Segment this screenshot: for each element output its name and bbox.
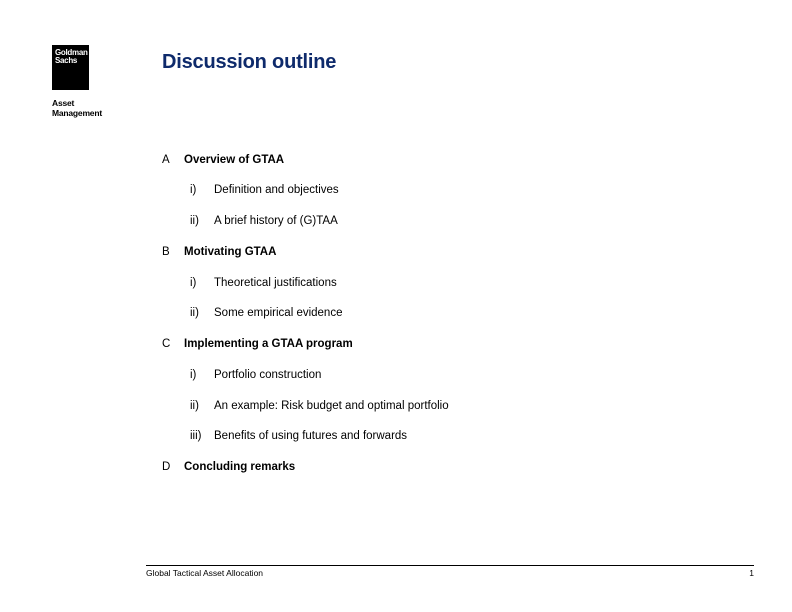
item-number: i): [190, 277, 197, 289]
footer-divider: [146, 565, 754, 566]
section-label: Concluding remarks: [184, 461, 296, 473]
item-text: Benefits of using futures and forwards: [214, 430, 408, 442]
section-letter: B: [162, 246, 170, 258]
section-letter: A: [162, 154, 170, 166]
item-text: Theoretical justifications: [214, 277, 337, 289]
item-text: Some empirical evidence: [214, 307, 343, 319]
section-label: Implementing a GTAA program: [184, 338, 353, 350]
logo-sub-asset: Asset: [52, 98, 75, 108]
item-number: ii): [190, 307, 199, 319]
logo-line-sachs: Sachs: [55, 56, 78, 65]
section-letter: D: [162, 461, 171, 473]
item-number: ii): [190, 215, 199, 227]
page-title: Discussion outline: [162, 51, 337, 73]
asset-management-label: [52, 98, 102, 118]
section-letter: C: [162, 338, 171, 350]
item-number: ii): [190, 400, 199, 412]
page-number: 1: [749, 568, 754, 578]
section-label: Motivating GTAA: [184, 246, 277, 258]
item-text: Definition and objectives: [214, 184, 339, 196]
item-text: A brief history of (G)TAA: [214, 215, 338, 227]
item-text: An example: Risk budget and optimal portfolio: [214, 400, 449, 412]
logo-line-goldman: Goldman: [55, 48, 88, 57]
item-number: iii): [190, 430, 202, 442]
logo-sub-management: Management: [52, 108, 102, 118]
section-label: Overview of GTAA: [184, 154, 285, 166]
footer-title: Global Tactical Asset Allocation: [146, 568, 264, 578]
item-number: i): [190, 369, 197, 381]
item-text: Portfolio construction: [214, 369, 322, 381]
item-number: i): [190, 184, 197, 196]
goldman-sachs-logo: [52, 45, 89, 90]
